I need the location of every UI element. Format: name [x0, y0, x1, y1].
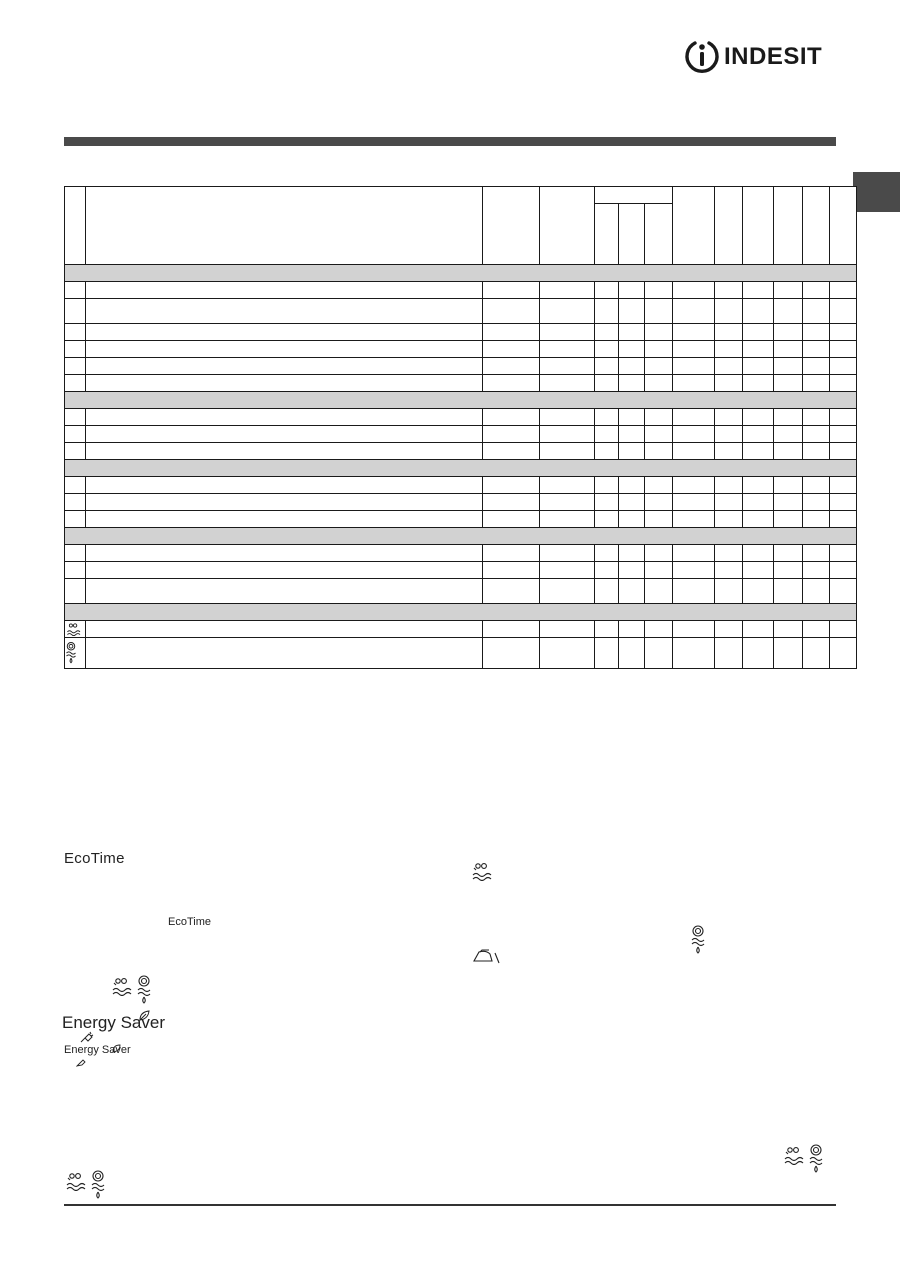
table-cell [774, 477, 803, 494]
header-bar [64, 137, 836, 146]
table-cell [803, 511, 830, 528]
table-cell [540, 341, 595, 358]
table-cell [483, 299, 540, 324]
table-cell [595, 477, 619, 494]
table-cell [595, 494, 619, 511]
table-cell [65, 426, 86, 443]
table-cell [803, 341, 830, 358]
table-cell [673, 375, 715, 392]
washing-icon [65, 622, 85, 636]
table-cell [830, 562, 857, 579]
table-cell [595, 579, 619, 604]
table-cell [715, 426, 743, 443]
table-cell [743, 282, 774, 299]
table-header-cell [540, 187, 595, 265]
table-cell [774, 545, 803, 562]
table-header-cell [645, 204, 673, 265]
table-cell [65, 511, 86, 528]
table-cell [743, 299, 774, 324]
table-cell [595, 621, 619, 638]
table-cell [483, 579, 540, 604]
table-cell [673, 494, 715, 511]
table-cell [595, 511, 619, 528]
table-cell [619, 299, 645, 324]
table-cell [715, 621, 743, 638]
table-header-row [65, 187, 857, 204]
table-cell [673, 282, 715, 299]
table-cell [645, 477, 673, 494]
table-cell [645, 579, 673, 604]
table-cell [830, 638, 857, 669]
table-cell [619, 282, 645, 299]
spin-icon [136, 975, 152, 1010]
table-cell [540, 282, 595, 299]
table-cell [803, 579, 830, 604]
table-header-cell [595, 187, 673, 204]
footer-rule [64, 1204, 836, 1206]
table-cell [830, 579, 857, 604]
table-cell [619, 638, 645, 669]
table-cell [774, 638, 803, 669]
table-cell [65, 545, 86, 562]
table-cell [540, 426, 595, 443]
table-row [65, 579, 857, 604]
table-header-cell [715, 187, 743, 265]
table-cell [86, 341, 483, 358]
table-cell [540, 409, 595, 426]
table-cell [743, 324, 774, 341]
table-cell [65, 443, 86, 460]
table-cell [86, 494, 483, 511]
table-cell [830, 621, 857, 638]
table-cell [540, 511, 595, 528]
table-cell [743, 477, 774, 494]
table-cell [774, 341, 803, 358]
table-row [65, 562, 857, 579]
table-cell [715, 409, 743, 426]
table-cell [483, 477, 540, 494]
table-cell [830, 324, 857, 341]
table-cell [645, 621, 673, 638]
table-cell [743, 358, 774, 375]
table-cell [715, 282, 743, 299]
table-cell [65, 299, 86, 324]
table-cell [743, 545, 774, 562]
table-cell [619, 443, 645, 460]
table-cell [645, 341, 673, 358]
table-cell [86, 511, 483, 528]
table-cell [86, 409, 483, 426]
table-cell [65, 579, 86, 604]
table-cell [715, 511, 743, 528]
table-cell [803, 375, 830, 392]
group-cell [65, 265, 857, 282]
table-group-row [65, 604, 857, 621]
table-cell [483, 341, 540, 358]
iron-icon [470, 948, 502, 969]
table-row [65, 358, 857, 375]
table-cell [803, 299, 830, 324]
table-cell [86, 545, 483, 562]
table-row [65, 282, 857, 299]
table-cell [803, 562, 830, 579]
table-cell [619, 579, 645, 604]
table-cell [774, 562, 803, 579]
table-cell [803, 443, 830, 460]
table-cell [774, 299, 803, 324]
washing-icon [110, 976, 132, 1001]
table-cell [540, 545, 595, 562]
table-cell [673, 426, 715, 443]
table-cell [645, 282, 673, 299]
table-group-row [65, 392, 857, 409]
table-cell [830, 358, 857, 375]
table-cell [483, 562, 540, 579]
table-cell [743, 409, 774, 426]
table-cell [715, 324, 743, 341]
table-cell [86, 621, 483, 638]
table-group-row [65, 528, 857, 545]
table-cell [595, 282, 619, 299]
programme-table [64, 186, 857, 669]
table-cell [86, 426, 483, 443]
table-cell [595, 426, 619, 443]
table-row [65, 494, 857, 511]
table-cell [619, 426, 645, 443]
table-cell [774, 494, 803, 511]
table-cell [86, 562, 483, 579]
table-cell [803, 409, 830, 426]
table-row [65, 375, 857, 392]
table-cell [803, 638, 830, 669]
table-row [65, 545, 857, 562]
table-cell [673, 638, 715, 669]
group-cell [65, 604, 857, 621]
table-cell [743, 511, 774, 528]
table-cell [743, 562, 774, 579]
table-cell [673, 545, 715, 562]
table-cell [595, 324, 619, 341]
table-cell [619, 324, 645, 341]
table-cell [540, 299, 595, 324]
table-header-cell [86, 187, 483, 265]
table-cell [830, 477, 857, 494]
table-cell [65, 409, 86, 426]
table-cell [774, 426, 803, 443]
table-row [65, 299, 857, 324]
washing-icon [64, 1171, 86, 1196]
table-cell [645, 409, 673, 426]
table-cell [774, 358, 803, 375]
table-cell [803, 477, 830, 494]
table-cell [540, 443, 595, 460]
table-cell [483, 358, 540, 375]
ecotime-heading: EcoTime [64, 850, 125, 867]
table-cell [65, 341, 86, 358]
table-cell [645, 375, 673, 392]
table-cell [540, 562, 595, 579]
table-cell [483, 282, 540, 299]
language-tab [853, 172, 900, 212]
table-cell [595, 638, 619, 669]
leaf-icon [138, 1009, 150, 1027]
table-cell [743, 638, 774, 669]
washing-icon [782, 1145, 804, 1170]
table-cell [595, 358, 619, 375]
table-cell [619, 562, 645, 579]
table-header-cell [483, 187, 540, 265]
table-cell [673, 579, 715, 604]
table-cell [645, 443, 673, 460]
table-header-cell [595, 204, 619, 265]
table-cell [830, 426, 857, 443]
table-cell [540, 494, 595, 511]
table-cell [715, 443, 743, 460]
table-header-cell [673, 187, 715, 265]
table-cell [86, 358, 483, 375]
table-cell [673, 358, 715, 375]
table-cell [540, 579, 595, 604]
table-cell [673, 511, 715, 528]
ecotime-inline-label: EcoTime [168, 916, 211, 928]
table-cell [830, 282, 857, 299]
table-cell [830, 494, 857, 511]
table-cell [715, 358, 743, 375]
table-cell [715, 341, 743, 358]
table-cell [540, 324, 595, 341]
table-cell [830, 375, 857, 392]
table-cell [743, 375, 774, 392]
table-cell [619, 494, 645, 511]
table-row [65, 426, 857, 443]
table-cell [645, 562, 673, 579]
table-cell [803, 494, 830, 511]
table-header-cell [774, 187, 803, 265]
energy-saver-heading: Energy Saver [62, 1013, 165, 1032]
table-cell [86, 282, 483, 299]
table-cell [619, 545, 645, 562]
table-cell [673, 621, 715, 638]
table-cell [645, 426, 673, 443]
table-cell [803, 282, 830, 299]
table-cell [715, 477, 743, 494]
table-cell [619, 409, 645, 426]
table-cell [803, 358, 830, 375]
table-cell [65, 375, 86, 392]
table-cell [86, 579, 483, 604]
table-cell [715, 562, 743, 579]
spin-icon [690, 925, 706, 960]
table-cell [715, 638, 743, 669]
table-row [65, 443, 857, 460]
eco-leaf-icon [112, 1040, 121, 1058]
table-cell [774, 443, 803, 460]
table-cell [774, 409, 803, 426]
table-cell [540, 375, 595, 392]
group-cell [65, 392, 857, 409]
table-cell [86, 324, 483, 341]
table-cell [65, 477, 86, 494]
table-cell [803, 426, 830, 443]
table-cell [673, 299, 715, 324]
table-row [65, 409, 857, 426]
table-cell [645, 638, 673, 669]
table-cell [830, 545, 857, 562]
table-header-cell [65, 187, 86, 265]
table-cell [673, 341, 715, 358]
table-cell [595, 443, 619, 460]
table-cell [673, 477, 715, 494]
table-cell [645, 511, 673, 528]
table-cell [483, 409, 540, 426]
table-cell [595, 545, 619, 562]
spin-icon [808, 1144, 824, 1179]
table-cell [86, 443, 483, 460]
table-cell [774, 282, 803, 299]
table-cell [540, 358, 595, 375]
table-row [65, 341, 857, 358]
table-cell [743, 494, 774, 511]
table-cell [65, 562, 86, 579]
table-cell [540, 638, 595, 669]
table-cell [803, 324, 830, 341]
table-row [65, 621, 857, 638]
table-cell [619, 375, 645, 392]
table-cell [774, 511, 803, 528]
table-cell [715, 545, 743, 562]
table-cell [595, 409, 619, 426]
table-cell [619, 358, 645, 375]
table-cell [86, 375, 483, 392]
table-cell [65, 494, 86, 511]
table-row [65, 638, 857, 669]
table-cell [645, 324, 673, 341]
table-cell [86, 638, 483, 669]
table-cell [830, 299, 857, 324]
table-cell [540, 477, 595, 494]
washing-icon [470, 861, 492, 886]
indesit-logo [684, 38, 836, 78]
table-cell [774, 324, 803, 341]
table-cell [65, 282, 86, 299]
table-cell [743, 579, 774, 604]
group-cell [65, 460, 857, 477]
table-cell [673, 562, 715, 579]
table-group-row [65, 265, 857, 282]
table-cell [715, 375, 743, 392]
table-cell [774, 579, 803, 604]
table-cell [619, 341, 645, 358]
table-cell [743, 426, 774, 443]
table-cell [483, 621, 540, 638]
table-cell [483, 426, 540, 443]
table-cell [715, 299, 743, 324]
table-cell [483, 638, 540, 669]
table-cell [483, 324, 540, 341]
table-header-cell [830, 187, 857, 265]
table-header-cell [619, 204, 645, 265]
table-cell [830, 341, 857, 358]
table-cell [673, 443, 715, 460]
table-cell [595, 299, 619, 324]
table-cell [715, 579, 743, 604]
table-cell [540, 621, 595, 638]
table-cell [774, 375, 803, 392]
table-cell [86, 477, 483, 494]
table-header-cell [743, 187, 774, 265]
spin-icon [90, 1170, 106, 1205]
table-cell [743, 621, 774, 638]
table-cell [483, 443, 540, 460]
table-cell [65, 324, 86, 341]
group-cell [65, 528, 857, 545]
table-cell [774, 621, 803, 638]
table-cell [803, 545, 830, 562]
table-cell [483, 545, 540, 562]
table-cell [830, 409, 857, 426]
table-cell [645, 545, 673, 562]
table-cell [830, 511, 857, 528]
table-cell [743, 341, 774, 358]
table-cell [483, 375, 540, 392]
table-cell [645, 358, 673, 375]
table-cell [595, 375, 619, 392]
table-cell [743, 443, 774, 460]
energy-saver-small-label: Energy Saver [64, 1044, 131, 1056]
spin-icon [65, 640, 85, 666]
table-cell [619, 511, 645, 528]
table-row [65, 324, 857, 341]
table-cell [673, 324, 715, 341]
table-cell [65, 358, 86, 375]
table-cell [619, 621, 645, 638]
table-row [65, 511, 857, 528]
table-cell [65, 621, 86, 638]
table-cell [595, 562, 619, 579]
table-cell [86, 299, 483, 324]
table-cell [645, 494, 673, 511]
table-header-cell [803, 187, 830, 265]
table-cell [483, 494, 540, 511]
table-cell [715, 494, 743, 511]
plug-icon [76, 1054, 86, 1072]
table-cell [803, 621, 830, 638]
table-row [65, 477, 857, 494]
table-cell [645, 299, 673, 324]
table-cell [673, 409, 715, 426]
table-cell [619, 477, 645, 494]
table-group-row [65, 460, 857, 477]
logo-mark-icon [684, 38, 720, 76]
table-cell [483, 511, 540, 528]
table-cell [830, 443, 857, 460]
table-cell [65, 638, 86, 669]
brand-name: INDESIT [724, 43, 823, 70]
table-cell [595, 341, 619, 358]
